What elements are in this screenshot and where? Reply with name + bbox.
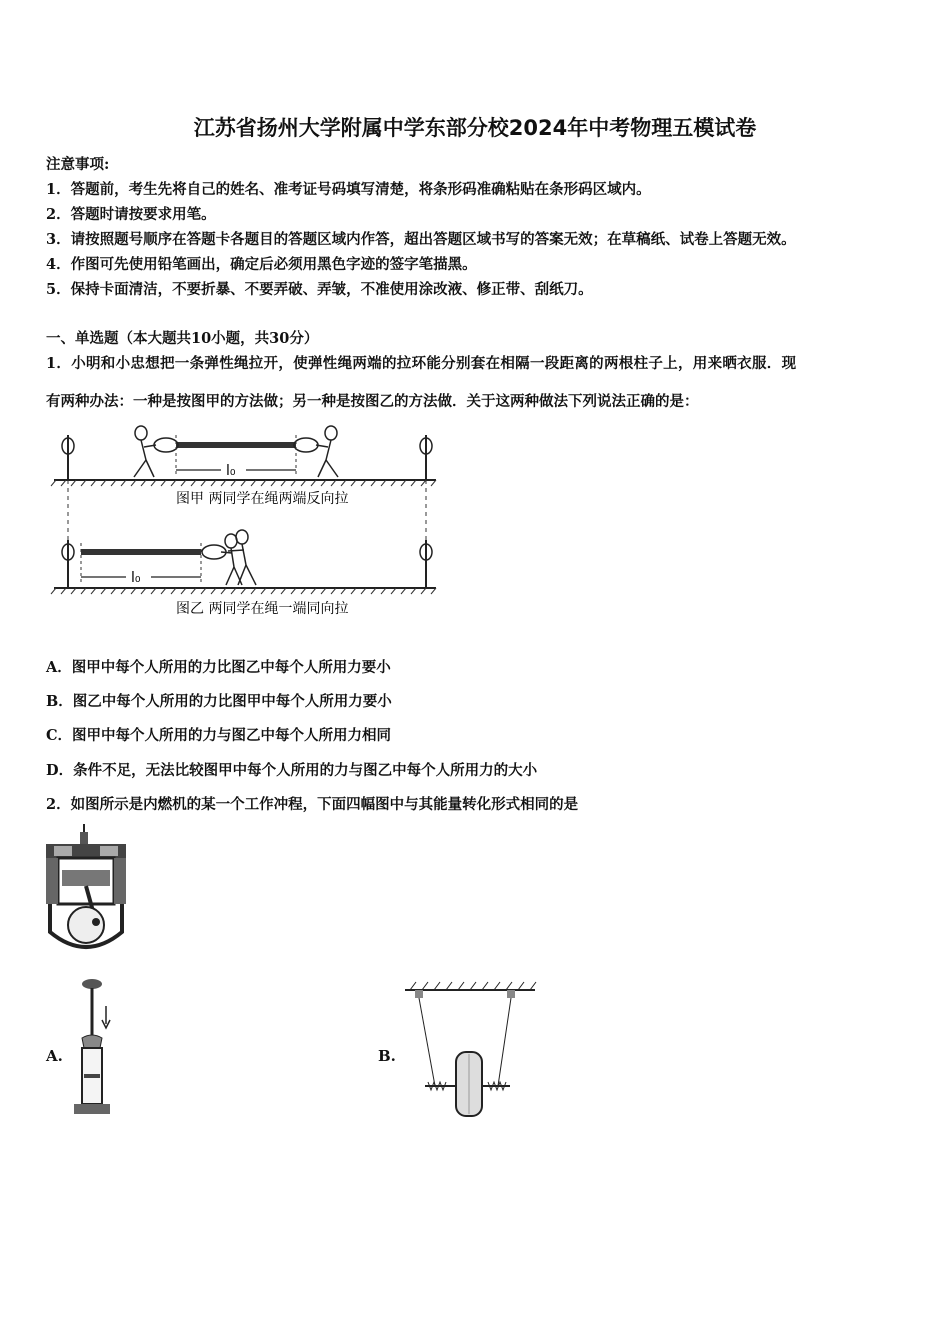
question-1-text: 1．小明和小忠想把一条弹性绳拉开，使弹性绳两端的拉环能分别套在相隔一段距离的两根柱子上，用来晒衣服．现	[46, 355, 797, 372]
question-2-text: 2．如图所示是内燃机的某一个工作冲程，下面四幅图中与其能量转化形式相同的是	[46, 796, 579, 813]
option-d[interactable]: D．条件不足，无法比较图甲中每个人所用的力与图乙中每个人所用力的大小	[46, 762, 538, 779]
q2-option-a-label[interactable]: A.	[46, 1047, 63, 1065]
section-heading: 一、单选题（本大题共10小题，共30分）	[46, 330, 319, 347]
length-label: l₀	[226, 463, 236, 479]
q2-option-b-label[interactable]: B.	[378, 1047, 396, 1065]
figure-caption-a: 图甲 两同学在绳两端反向拉	[176, 491, 349, 507]
question-1-text-cont: 有两种办法：一种是按图甲的方法做；另一种是按图乙的方法做．关于这两种做法下列说法正确的是：	[46, 393, 699, 410]
notice-item: 1．答题前，考生先将自己的姓名、准考证号码填写清楚，将条形码准确粘贴在条形码区域内。	[46, 181, 651, 198]
figure-caption-b: 图乙 两同学在绳一端同向拉	[176, 601, 349, 617]
pendulum-wheel-figure	[400, 978, 540, 1118]
option-c[interactable]: C．图甲中每个人所用的力与图乙中每个人所用力相同	[46, 727, 392, 744]
option-a[interactable]: A．图甲中每个人所用的力比图乙中每个人所用力要小	[46, 659, 391, 676]
air-pump-figure	[70, 978, 115, 1118]
notice-item: 3．请按照题号顺序在答题卡各题目的答题区域内作答，超出答题区域书写的答案无效；在草稿纸、试卷上答题无效。	[46, 231, 796, 248]
engine-stroke-figure	[44, 822, 129, 954]
notice-item: 2．答题时请按要求用笔。	[46, 206, 216, 223]
page-title: 江苏省扬州大学附属中学东部分校2024年中考物理五模试卷	[193, 116, 757, 140]
notice-item: 4．作图可先使用铅笔画出，确定后必须用黑色字迹的签字笔描黑。	[46, 256, 477, 273]
notice-heading: 注意事项:	[46, 156, 110, 173]
length-label: l₀	[131, 570, 141, 586]
rope-pulling-figure	[46, 425, 446, 620]
option-b[interactable]: B．图乙中每个人所用的力比图甲中每个人所用力要小	[46, 693, 392, 710]
notice-item: 5．保持卡面清洁，不要折暴、不要弄破、弄皱，不准使用涂改液、修正带、刮纸刀。	[46, 281, 593, 298]
